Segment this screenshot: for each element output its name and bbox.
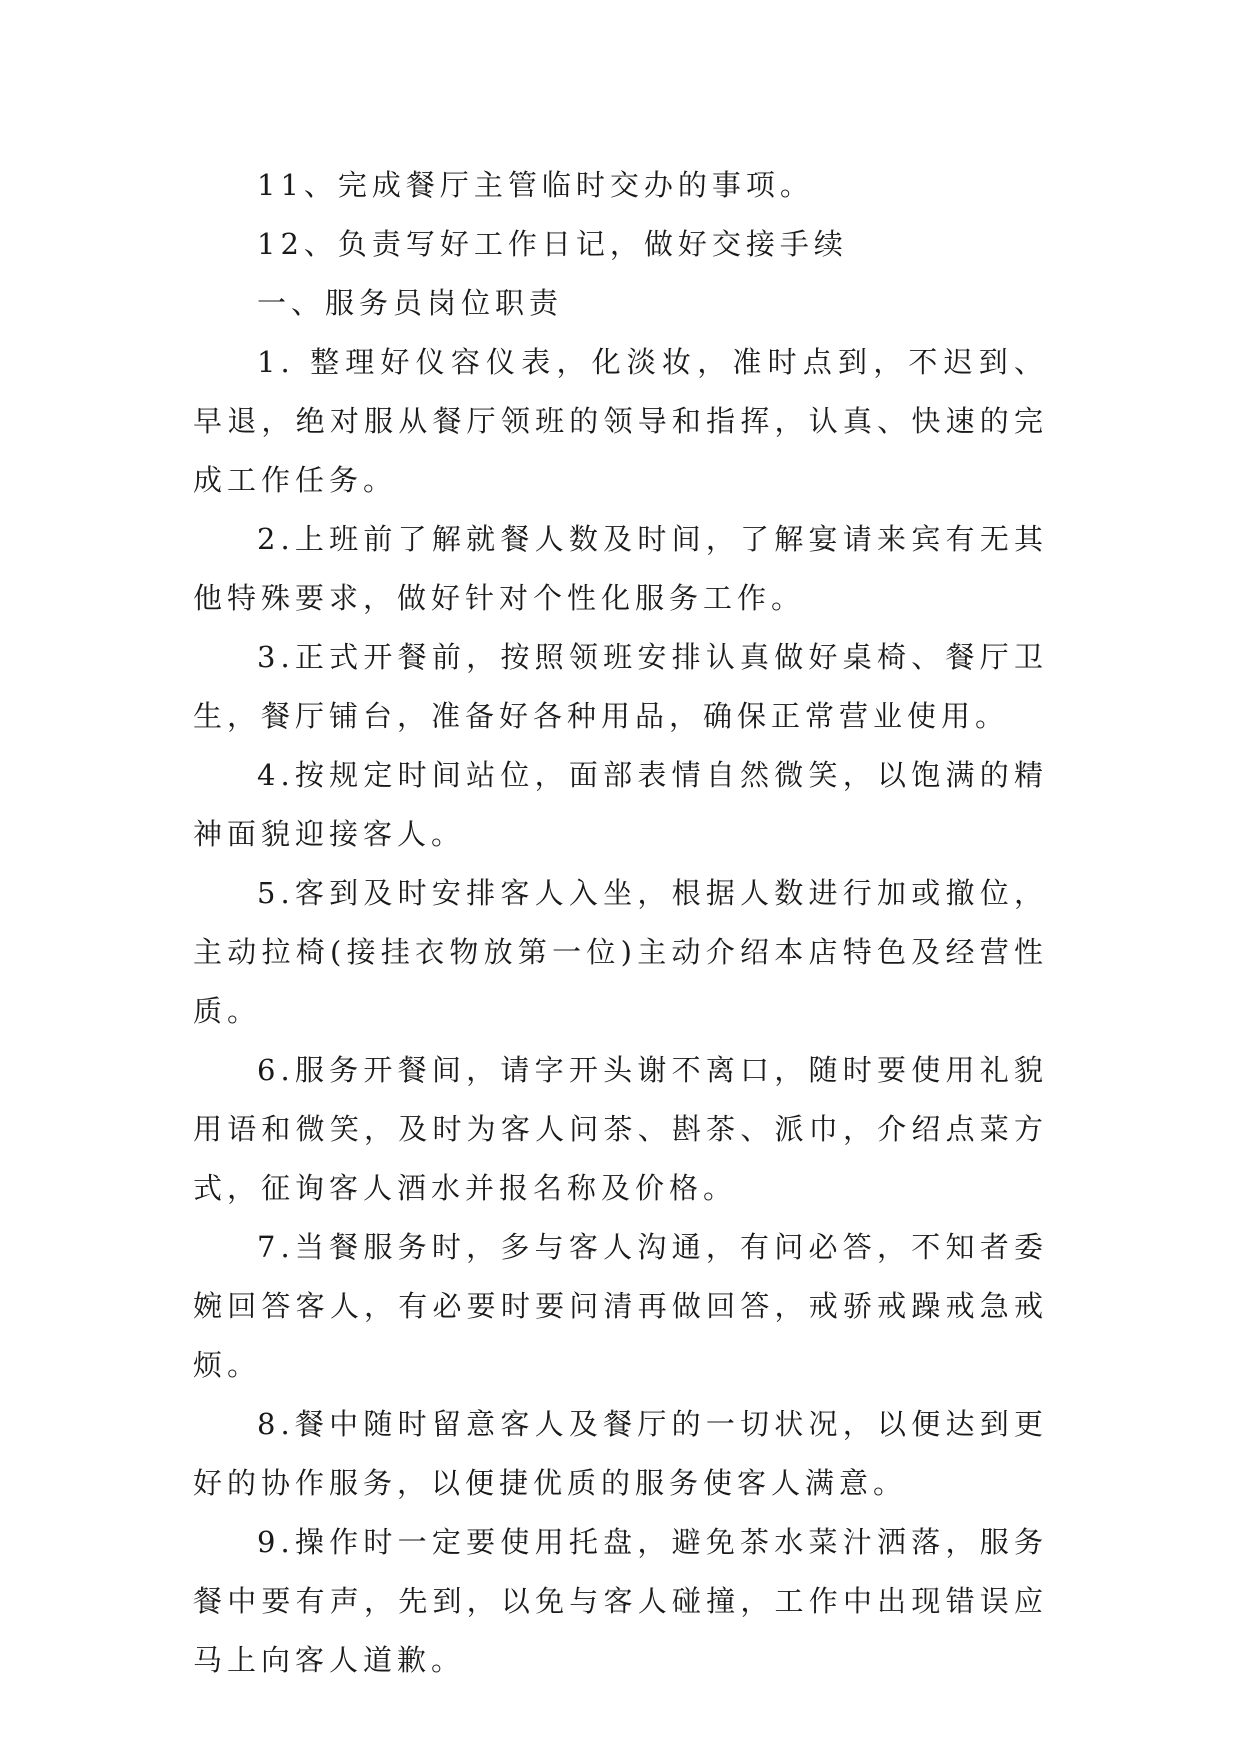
duty-item-9: 9.操作时一定要使用托盘，避免茶水菜汁洒落，服务餐中要有声，先到，以免与客人碰撞，工作中出现错误应马上向客人道歉。 bbox=[193, 1525, 1048, 1677]
duty-item-1: 1. 整理好仪容仪表，化淡妆，准时点到，不迟到、早退，绝对服从餐厅领班的领导和指挥，认真、快速的完成工作任务。 bbox=[193, 345, 1048, 497]
duty-item-2: 2.上班前了解就餐人数及时间，了解宴请来宾有无其他特殊要求，做好针对个性化服务工作。 bbox=[193, 522, 1048, 615]
duty-item-3: 3.正式开餐前，按照领班安排认真做好桌椅、餐厅卫生，餐厅铺台，准备好各种用品，确保正常营业使用。 bbox=[193, 640, 1048, 733]
paragraph-item-11: 11、完成餐厅主管临时交办的事项。 bbox=[257, 168, 814, 202]
duty-item-5: 5.客到及时安排客人入坐，根据人数进行加或撤位，主动拉椅(接挂衣物放第一位)主动介绍本店特色及经营性质。 bbox=[193, 876, 1048, 1028]
duty-item-4: 4.按规定时间站位，面部表情自然微笑，以饱满的精神面貌迎接客人。 bbox=[193, 758, 1048, 851]
duty-item-7: 7.当餐服务时，多与客人沟通，有问必答，不知者委婉回答客人，有必要时要问清再做回答，戒骄戒躁戒急戒烦。 bbox=[193, 1230, 1048, 1382]
document-body bbox=[193, 156, 1048, 1690]
paragraph-item-12: 12、负责写好工作日记，做好交接手续 bbox=[257, 227, 848, 261]
duty-item-8: 8.餐中随时留意客人及餐厅的一切状况，以便达到更好的协作服务，以便捷优质的服务使客人满意。 bbox=[193, 1407, 1048, 1500]
section-heading: 一、服务员岗位职责 bbox=[257, 286, 564, 320]
duty-item-6: 6.服务开餐间，请字开头谢不离口，随时要使用礼貌用语和微笑，及时为客人问茶、斟茶、派巾，介绍点菜方式，征询客人酒水并报名称及价格。 bbox=[193, 1053, 1048, 1205]
